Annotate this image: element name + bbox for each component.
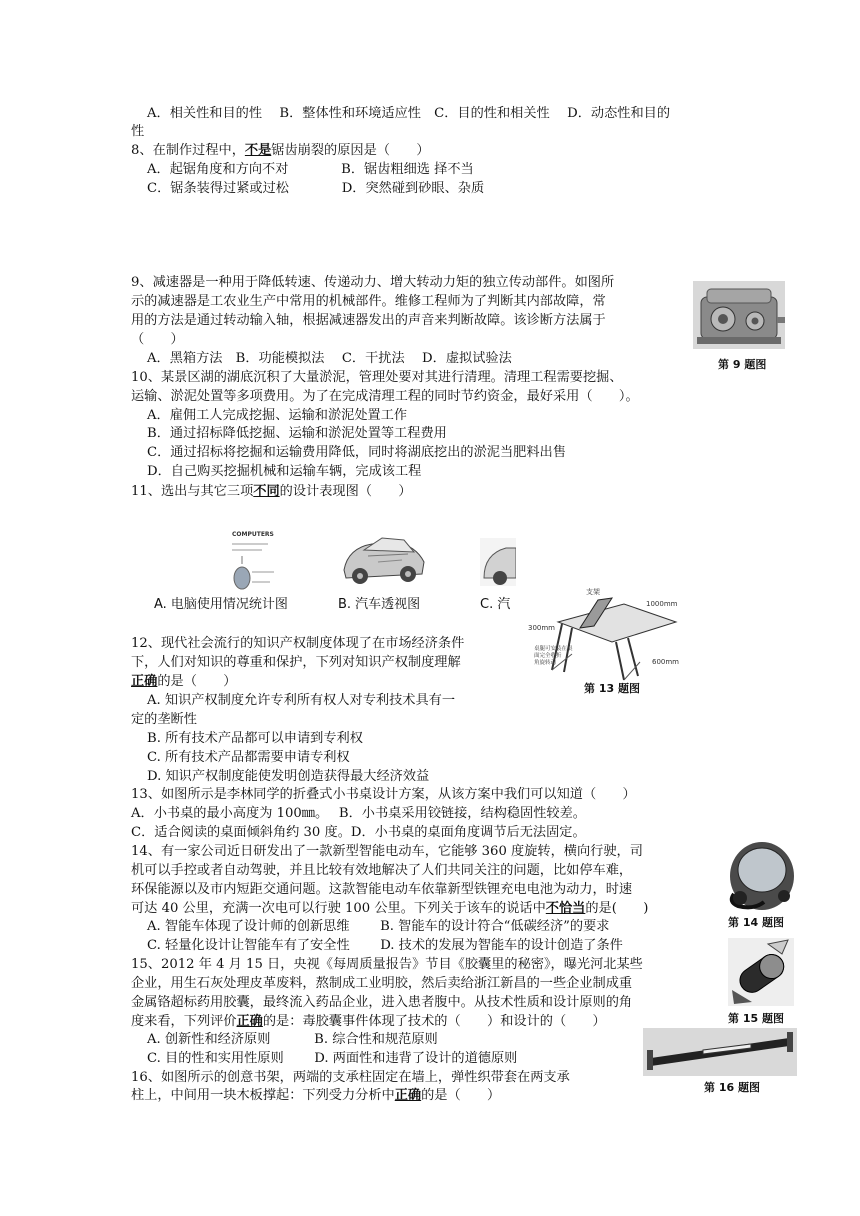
q8-stem-pre: 8、在制作过程中， — [131, 143, 245, 158]
q11-stem-post: 的设计表现图（ ） — [279, 484, 412, 499]
q15-stem-line4 — [131, 1012, 606, 1031]
q13-note2: 面完全收折 — [534, 653, 562, 659]
q8-options-cd: C．锯条装得过紧或过松 D．突然碰到砂眼、杂质 — [147, 181, 485, 196]
q13-options-ab: A．小书桌的最小高度为 100㎜。 B．小书桌采用铰链接，结构稳固性较差。 — [131, 806, 586, 821]
q10-stem-line1: 10、某景区湖的湖底沉积了大量淤泥，管理处要对其进行清理。清理工程需要挖掘、 — [131, 370, 623, 385]
q13-label-600: 600mm — [652, 658, 679, 666]
q14-stem-post: 的是( ) — [585, 901, 649, 916]
q14-options-cd: C. 轻量化设计让智能车有了安全性 D. 技术的发展为智能车的设计创造了条件 — [147, 938, 623, 953]
q15-options-ab: A. 创新性和经济原则 B. 综合性和规范原则 — [147, 1032, 438, 1047]
q12-stem-line3 — [131, 672, 237, 691]
q9-stem-line1: 9、减速器是一种用于降低转速、传递动力、增大转动力矩的独立传动部件。如图所 — [131, 275, 615, 290]
q12-stem-line2: 下，人们对知识的尊重和保护，下列对知识产权制度理解 — [131, 655, 461, 670]
q12-emphasis: 正确 — [131, 674, 158, 689]
q11-option-a: A. 电脑使用情况统计图 — [154, 597, 288, 612]
q11-stem — [131, 482, 412, 501]
q14-figure-caption: 第 14 题图 — [728, 916, 784, 929]
q11-car-partial-figure — [480, 538, 516, 586]
q10-option-a: A．雇佣工人完成挖掘、运输和淤泥处置工作 — [147, 408, 408, 423]
q15-stem-line2: 企业，用生石灰处理皮革废料，熬制成工业明胶，然后卖给浙江新昌的一些企业制成重 — [131, 976, 633, 991]
q13-note3: 角旋转动 — [534, 660, 557, 666]
q8-stem-post: 锯齿崩裂的原因是（ ） — [271, 143, 430, 158]
q9-options: A．黑箱方法 B．功能模拟法 C．干扰法 D．虚拟试验法 — [147, 351, 512, 366]
q10-option-b: B．通过招标降低挖掘、运输和淤泥处置等工程费用 — [147, 426, 447, 441]
q11-stem-pre: 11、选出与其它三项 — [131, 484, 254, 499]
q14-stem-pre: 可达 40 公里，充满一次电可以行驶 100 公里。下列关于该车的说话中 — [131, 901, 546, 916]
q16-stem-line2 — [131, 1086, 500, 1105]
q8-options-ab: A．起锯角度和方向不对 B．锯齿粗细选 择不当 — [147, 162, 474, 177]
q16-stem-pre: 柱上，中间用一块木板撑起：下列受力分析中 — [131, 1088, 395, 1103]
q13-options-cd: C．适合阅读的桌面倾斜角约 30 度。D．小书桌的桌面角度调节后无法固定。 — [131, 825, 586, 840]
q11-car-perspective-figure — [338, 526, 428, 590]
q16-emphasis: 正确 — [394, 1088, 422, 1103]
q9-figure-caption: 第 9 题图 — [718, 358, 767, 371]
q14-stem-line4 — [131, 899, 648, 918]
q15-stem-post: 的是：毒胶囊事件体现了技术的（ ）和设计的（ ） — [262, 1014, 606, 1029]
q12-option-a-line1: A. 知识产权制度允许专利所有权人对专利技术具有一 — [147, 693, 456, 708]
q16-stem-line1: 16、如图所示的创意书架，两端的支承柱固定在墙上，弹性织带套在两支承 — [131, 1070, 570, 1085]
q8-stem — [131, 141, 430, 160]
q13-stem: 13、如图所示是李林同学的折叠式小书桌设计方案，从该方案中我们可以知道（ ） — [131, 787, 636, 802]
q13-figure-caption: 第 13 题图 — [584, 682, 640, 695]
q13-label-300: 300mm — [528, 624, 555, 632]
q11-option-c: C. 汽 — [480, 597, 511, 612]
q12-stem-post: 的是（ ） — [157, 674, 237, 689]
q14-stem-line2: 机可以手控或者自动驾驶，并且比较有效地解决了人们共同关注的问题，比如停车难， — [131, 863, 633, 878]
q12-option-b: B. 所有技术产品都可以申请到专利权 — [147, 731, 363, 746]
q14-stem-line1: 14、有一家公司近日研发出了一款新型智能电动车，它能够 360 度旋转，横向行驶，司 — [131, 844, 643, 859]
q15-emphasis: 正确 — [236, 1014, 263, 1029]
q16-bookshelf-figure — [643, 1028, 797, 1076]
q15-stem-pre: 度来看，下列评价 — [131, 1014, 237, 1029]
q11-chart-label: COMPUTERS — [232, 531, 274, 538]
q9-stem-line3: 用的方法是通过转动输入轴，根据减速器发出的声音来判断故障。该诊断方法属于 — [131, 313, 606, 328]
q16-figure-caption: 第 16 题图 — [704, 1081, 760, 1094]
q13-label-1000: 1000mm — [646, 600, 678, 608]
q12-option-a-line2: 定的垄断性 — [131, 712, 197, 727]
q7-options-line1: A．相关性和目的性 B．整体性和环境适应性 C．目的性和相关性 D．动态性和目的 — [147, 106, 671, 121]
q15-figure-caption: 第 15 题图 — [728, 1012, 784, 1025]
q16-stem-post: 的是（ ） — [421, 1088, 501, 1103]
q15-capsule-figure — [728, 938, 794, 1006]
q10-option-d: D．自己购买挖掘机械和运输车辆，完成该工程 — [147, 464, 422, 479]
q11-option-b: B. 汽车透视图 — [338, 597, 421, 612]
q12-stem-line1: 12、现代社会流行的知识产权制度体现了在市场经济条件 — [131, 636, 465, 651]
q14-stem-line3: 环保能源以及市内短距交通问题。这款智能电动车依靠新型铁锂充电电池为动力，时速 — [131, 882, 633, 897]
q13-note1: 桌腿可安装在桌 — [534, 646, 573, 652]
q9-reducer-figure — [693, 281, 785, 349]
q15-options-cd: C. 目的性和实用性原则 D. 两面性和违背了设计的道德原则 — [147, 1051, 518, 1066]
q15-stem-line3: 金属铬超标药用胶囊，最终流入药品企业，进入患者腹中。从技术性质和设计原则的角 — [131, 995, 633, 1010]
q10-stem-line2: 运输、淤泥处置等多项费用。为了在完成清理工程的同时节约资金，最好采用（ ）。 — [131, 389, 639, 404]
q13-label-support: 支架 — [586, 588, 600, 596]
q9-stem-line4: （ ） — [131, 332, 184, 347]
q8-emphasis: 不是 — [244, 143, 272, 158]
q14-options-ab: A. 智能车体现了设计师的创新思维 B. 智能车的设计符合“低碳经济”的要求 — [147, 919, 610, 934]
q14-emphasis: 不恰当 — [545, 901, 586, 916]
q7-options-line2: 性 — [131, 124, 145, 139]
q9-stem-line2: 示的减速器是工农业生产中常用的机械部件。维修工程师为了判断其内部故障，常 — [131, 294, 606, 309]
q14-smart-car-figure — [724, 836, 796, 912]
q12-option-c: C. 所有技术产品都需要申请专利权 — [147, 750, 350, 765]
q12-option-d: D. 知识产权制度能使发明创造获得最大经济效益 — [147, 769, 430, 784]
q11-computer-chart-figure — [228, 524, 298, 590]
q11-emphasis: 不同 — [253, 484, 280, 499]
q10-option-c: C．通过招标将挖掘和运输费用降低，同时将湖底挖出的淤泥当肥料出售 — [147, 445, 566, 460]
q15-stem-line1: 15、2012 年 4 月 15 日，央视《每周质量报告》节目《胶囊里的秘密》，曝光河北某些 — [131, 957, 643, 972]
